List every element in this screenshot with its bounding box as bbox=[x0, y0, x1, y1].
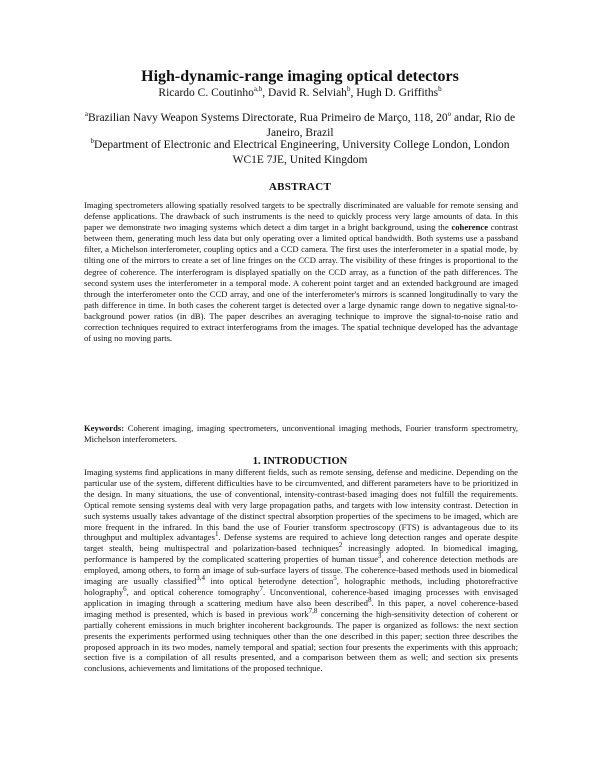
affiliation-text: Brazilian Navy Weapon Systems Directorate, Rua Primeiro de Março, 118, 20 bbox=[87, 112, 448, 124]
author-name: Ricardo C. Coutinho bbox=[158, 87, 254, 99]
intro-text: . Defense systems are required to achieve long detection ranges and operate despite target stealth, being multispectral and polarization-based techniques bbox=[84, 532, 518, 554]
intro-text: concerning the high-sensitivity detection of coherent or partially coherent emissions in much brighter incoherent backgrounds. The paper is organized as follows: the next section presents the experiments performed using techniques other than the one described in this paper; section three describes the proposed approach in its two modes, namely temporal and spatial; section four presents the experiments with this approach; section five is a compilation of all results presented, and a comparison between them as well; and section six presents conclusions, achievements and limitations of the proposed technique. bbox=[84, 608, 518, 674]
author-affiliation-mark: b bbox=[438, 85, 442, 94]
abstract-emphasis: coherence bbox=[451, 222, 489, 233]
author-name: Hugh D. Griffiths bbox=[356, 87, 439, 99]
author-list bbox=[0, 86, 600, 100]
abstract-text: Imaging spectrometers allowing spatially resolved targets to be spectrally discriminated are valuable for remote sensing and defense applications. The drawback of such instruments is the need to quickly process very large amounts of data. In this paper we demonstrate two imaging systems which detect a dim target in a bright background, using the bbox=[84, 200, 518, 233]
ordinal-mark: o bbox=[447, 110, 452, 119]
abstract-body bbox=[84, 200, 518, 344]
intro-text: . Unconventional, coherence-based imaging processes with envisaged application in imaging through a scattering medium have also been described bbox=[84, 586, 518, 608]
paper-title: High-dynamic-range imaging optical detectors bbox=[141, 68, 459, 85]
intro-text: . In this paper, a novel coherence-based imaging method is presented, which is based in previous work bbox=[84, 597, 518, 619]
citation-ref: 8 bbox=[367, 596, 372, 605]
affiliation-mark: b bbox=[90, 137, 95, 146]
abstract-text-cont: contrast between them, generating much less data but only operating over a limited optical bandwidth. Both systems use a passband filter, a Michelson interferometer, coupling optics and a CCD camera. The first uses the interferometer in a spatial mode, by tilting one of the mirrors to create a set of line fringes on the CCD array. The visibility of these fringes is proportional to the degree of coherence. The interferogram is displayed spatially on the CCD array, as a function of the path differences. The second system uses the interferometer in a temporal mode. A coherent point target and an extended background are imaged through the interferometer onto the CCD array, and one of the interferometer's mirrors is scanned longitudinally to vary the path difference in time. In both cases the coherent target is detected over a large dynamic range down to negative signal-to-background power ratios (in dB). The paper describes an averaging technique to improve the signal-to-noise ratio and correction techniques required to extract interferograms from the images. The spatial technique developed has the advantage of using no moving parts. bbox=[84, 222, 519, 344]
abstract-heading: ABSTRACT bbox=[268, 181, 332, 193]
section-heading-introduction: 1. INTRODUCTION bbox=[252, 456, 348, 467]
affiliation-b bbox=[82, 138, 518, 168]
intro-text: increasingly adopted. In biomedical imaging, performance is hampered by the complicated scattering properties of human tissue bbox=[84, 543, 519, 565]
affiliation-text: Department of Electronic and Electrical Engineering, University College London, London WC1E 7JE, United Kingdom bbox=[94, 139, 510, 166]
citation-ref: 1 bbox=[214, 530, 219, 539]
author-name: David R. Selviah bbox=[268, 87, 347, 99]
keywords-text: Coherent imaging, imaging spectrometers, unconventional imaging methods, Fourier transform spectrometry, Michelson interferometers. bbox=[84, 423, 518, 445]
intro-text: Imaging systems find applications in many different fields, such as remote sensing, defense and medicine. Depending on the particular use of the system, different difficulties have to be circumvented, and different parameters have to be prioritized in the design. In many situations, the use of conventional, intensity-contrast-based imaging does not fulfill the requirements. Optical remote sensing systems deal with very large propagation paths, and targets with low intensity contrast. Detection in such systems usually takes advantage of the distinct spectral absorption properties of the specimens to be imaged, which are more frequent in the infrared. In this band the use of Fourier transform spectroscopy (FTS) is advantageous due to its throughput and multiplex advantages bbox=[84, 467, 518, 543]
citation-ref: 7 bbox=[259, 585, 263, 594]
introduction-body bbox=[84, 467, 518, 674]
author-separator: , bbox=[350, 87, 357, 99]
citation-ref: 6 bbox=[123, 585, 127, 594]
citation-ref: 3,4 bbox=[196, 574, 206, 583]
citation-ref: 2 bbox=[338, 541, 343, 550]
keywords bbox=[84, 423, 518, 445]
affiliation-mark: a bbox=[84, 110, 88, 119]
author-affiliation-mark: b bbox=[346, 85, 351, 94]
citation-ref: 7,8 bbox=[308, 606, 318, 615]
citation-ref: 3 bbox=[378, 552, 382, 561]
author-separator: , bbox=[262, 87, 269, 99]
affiliation-text-cont: andar, Rio de Janeiro, Brazil bbox=[266, 112, 516, 139]
citation-ref: 5 bbox=[333, 574, 337, 583]
intro-text: , holographic methods, including photorefractive holography bbox=[84, 576, 518, 597]
keywords-label: Keywords: bbox=[84, 423, 125, 433]
intro-text: into optical heterodyne detection bbox=[205, 576, 334, 587]
affiliation-a bbox=[82, 111, 518, 141]
intro-text: , and optical coherence tomography bbox=[126, 586, 260, 597]
author-affiliation-mark: a,b bbox=[253, 85, 263, 94]
intro-text: , and coherence detection methods are employed, among others, to form an image of sub-surface layers of tissue. The coherence-based methods used in biomedical imaging are usually classified bbox=[84, 554, 519, 587]
